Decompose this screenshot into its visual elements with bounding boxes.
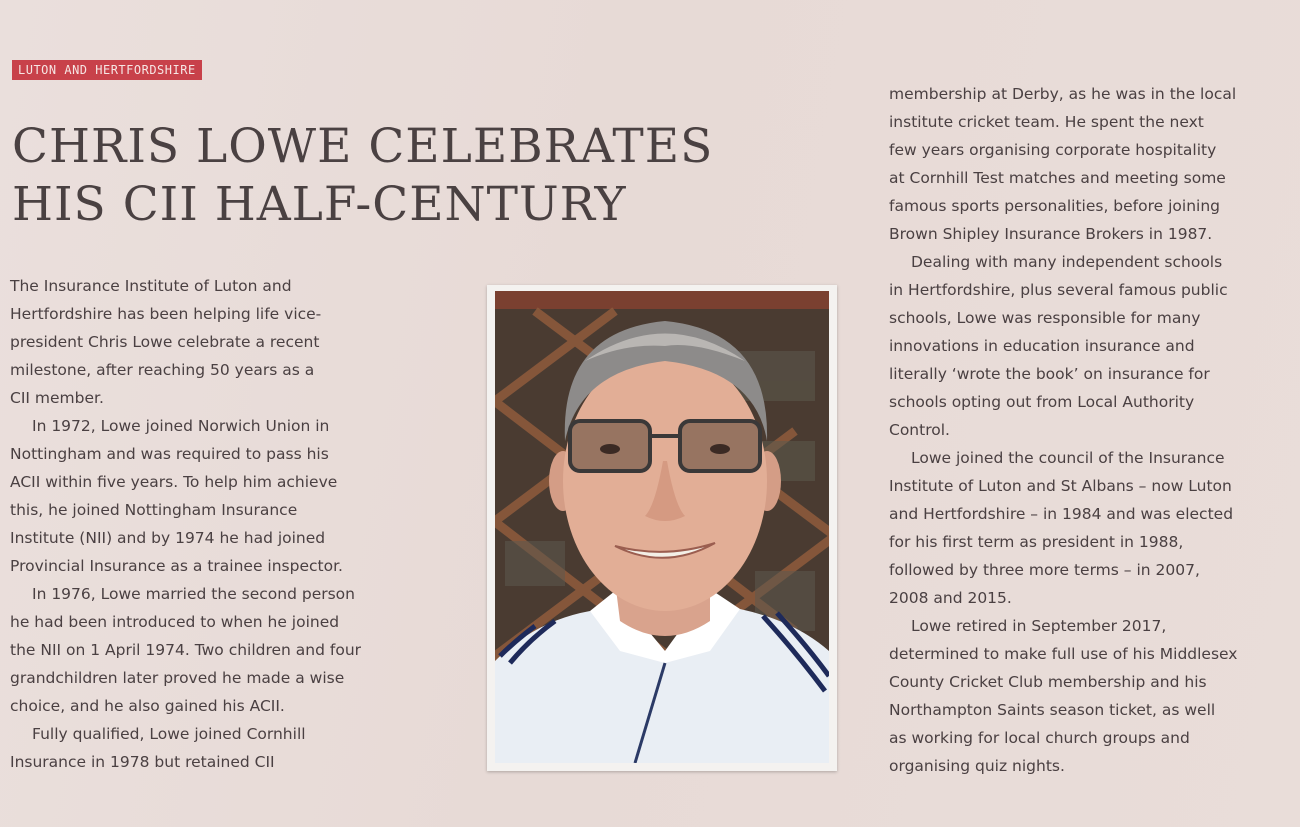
paragraph-1978 [10, 720, 440, 776]
text-line: president Chris Lowe celebrate a recent [10, 333, 320, 351]
text-line: determined to make full use of his Middlesex [889, 645, 1238, 663]
right-column [889, 80, 1294, 780]
text-line: and Hertfordshire – in 1984 and was elected [889, 505, 1234, 523]
text-line: at Cornhill Test matches and meeting some [889, 169, 1226, 187]
paragraph-retired [889, 612, 1294, 780]
headline-line-1: CHRIS LOWE CELEBRATES [12, 119, 714, 174]
text-line: milestone, after reaching 50 years as a [10, 361, 315, 379]
text-line: Insurance in 1978 but retained CII [10, 753, 275, 771]
text-line: In 1976, Lowe married the second person [32, 585, 355, 603]
text-line: this, he joined Nottingham Insurance [10, 501, 298, 519]
text-line: the NII on 1 April 1974. Two children and four [10, 641, 362, 659]
paragraph-intro [10, 272, 440, 412]
text-line: organising quiz nights. [889, 757, 1065, 775]
paragraph-1976 [10, 580, 440, 720]
section-tag: LUTON AND HERTFORDSHIRE [12, 60, 202, 80]
text-line: Lowe retired in September 2017, [911, 617, 1167, 635]
headline-line-2: HIS CII HALF-CENTURY [12, 177, 627, 232]
text-line: Institute (NII) and by 1974 he had joined [10, 529, 326, 547]
paragraph-council [889, 444, 1294, 612]
text-line: Lowe joined the council of the Insurance [911, 449, 1225, 467]
portrait-photo-frame [487, 285, 837, 771]
text-line: The Insurance Institute of Luton and [10, 277, 292, 295]
text-line: institute cricket team. He spent the next [889, 113, 1204, 131]
text-line: choice, and he also gained his ACII. [10, 697, 285, 715]
text-line: in Hertfordshire, plus several famous public [889, 281, 1228, 299]
text-line: schools, Lowe was responsible for many [889, 309, 1201, 327]
paragraph-derby [889, 80, 1294, 248]
text-line: Brown Shipley Insurance Brokers in 1987. [889, 225, 1213, 243]
left-column [10, 272, 440, 776]
text-line: few years organising corporate hospitality [889, 141, 1217, 159]
text-line: schools opting out from Local Authority [889, 393, 1195, 411]
text-line: ACII within five years. To help him achieve [10, 473, 338, 491]
text-line: Dealing with many independent schools [911, 253, 1223, 271]
text-line: as working for local church groups and [889, 729, 1190, 747]
text-line: Northampton Saints season ticket, as well [889, 701, 1216, 719]
text-line: grandchildren later proved he made a wise [10, 669, 345, 687]
text-line: County Cricket Club membership and his [889, 673, 1207, 691]
portrait-illustration [495, 291, 829, 763]
text-line: membership at Derby, as he was in the local [889, 85, 1237, 103]
text-line: famous sports personalities, before joining [889, 197, 1221, 215]
text-line: Provincial Insurance as a trainee inspector. [10, 557, 343, 575]
text-line: CII member. [10, 389, 104, 407]
portrait-photo [495, 291, 829, 763]
text-line: innovations in education insurance and [889, 337, 1195, 355]
paragraph-schools [889, 248, 1294, 444]
text-line: for his first term as president in 1988, [889, 533, 1184, 551]
text-line: 2008 and 2015. [889, 589, 1012, 607]
headline [12, 118, 872, 234]
text-line: literally ‘wrote the book’ on insurance for [889, 365, 1210, 383]
text-line: he had been introduced to when he joined [10, 613, 340, 631]
paragraph-1972 [10, 412, 440, 580]
text-line: Control. [889, 421, 950, 439]
text-line: In 1972, Lowe joined Norwich Union in [32, 417, 330, 435]
text-line: followed by three more terms – in 2007, [889, 561, 1200, 579]
text-line: Institute of Luton and St Albans – now Luton [889, 477, 1232, 495]
text-line: Nottingham and was required to pass his [10, 445, 329, 463]
text-line: Fully qualified, Lowe joined Cornhill [32, 725, 306, 743]
text-line: Hertfordshire has been helping life vice- [10, 305, 322, 323]
